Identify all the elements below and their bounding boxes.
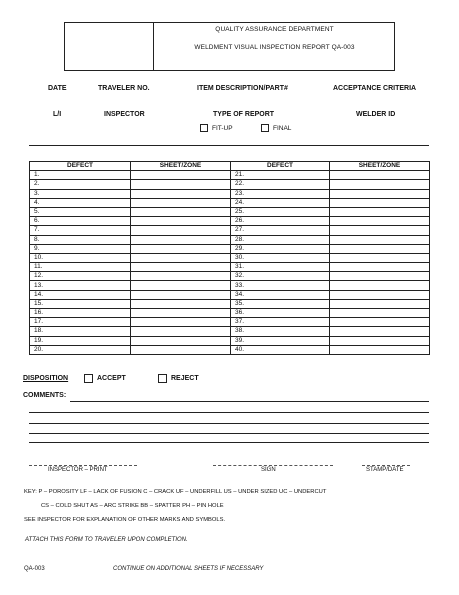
sheet-zone-cell-right[interactable]	[330, 299, 430, 308]
defect-cell-left[interactable]: 6.	[30, 217, 131, 226]
attach-note: ATTACH THIS FORM TO TRAVELER UPON COMPLETION.	[25, 537, 188, 543]
defect-header-right: DEFECT	[231, 162, 330, 171]
sheet-zone-cell-right[interactable]	[330, 290, 430, 299]
table-row	[30, 207, 430, 216]
defect-cell-left[interactable]: 7.	[30, 226, 131, 235]
defect-table	[29, 161, 430, 355]
table-row	[30, 318, 430, 327]
sheet-zone-cell-right[interactable]	[330, 244, 430, 253]
reject-label: REJECT	[171, 375, 199, 382]
defect-cell-left[interactable]: 13.	[30, 281, 131, 290]
table-row	[30, 198, 430, 207]
table-row	[30, 299, 430, 308]
sheet-zone-cell-left[interactable]	[131, 198, 231, 207]
defect-cell-right[interactable]: 29.	[231, 244, 330, 253]
sheet-zone-cell-left[interactable]	[131, 253, 231, 262]
defect-cell-left[interactable]: 1.	[30, 171, 131, 180]
separator-line	[29, 145, 429, 146]
report-title: WELDMENT VISUAL INSPECTION REPORT QA-003	[194, 44, 355, 51]
sheet-zone-cell-right[interactable]	[330, 189, 430, 198]
defect-cell-right[interactable]: 31.	[231, 263, 330, 272]
table-row	[30, 336, 430, 345]
defect-cell-right[interactable]: 27.	[231, 226, 330, 235]
date-label: DATE	[48, 85, 67, 92]
key-line-1: KEY: P – POROSITY LF – LACK OF FUSION C – CRACK UF – UNDERFILL US – UNDER SIZED UC – UNDERCUT	[24, 489, 327, 495]
table-row	[30, 189, 430, 198]
sheet-zone-cell-right[interactable]	[330, 235, 430, 244]
table-row	[30, 226, 430, 235]
continue-note: CONTINUE ON ADDITIONAL SHEETS IF NECESSARY	[113, 566, 264, 572]
defect-cell-left[interactable]: 19.	[30, 336, 131, 345]
sheet-zone-cell-left[interactable]	[131, 180, 231, 189]
defect-cell-left[interactable]: 18.	[30, 327, 131, 336]
sheet-zone-cell-right[interactable]	[330, 180, 430, 189]
sheet-zone-cell-left[interactable]	[131, 272, 231, 281]
form-id: QA-003	[24, 566, 45, 572]
sheet-zone-cell-right[interactable]	[330, 281, 430, 290]
defect-cell-left[interactable]: 4.	[30, 198, 131, 207]
sheet-zone-cell-left[interactable]	[131, 171, 231, 180]
sheet-zone-cell-right[interactable]	[330, 207, 430, 216]
defect-cell-right[interactable]: 32.	[231, 272, 330, 281]
defect-cell-right[interactable]: 33.	[231, 281, 330, 290]
table-row	[30, 290, 430, 299]
table-row	[30, 244, 430, 253]
defect-cell-right[interactable]: 21.	[231, 171, 330, 180]
defect-header-left: DEFECT	[30, 162, 131, 171]
sheet-zone-cell-left[interactable]	[131, 263, 231, 272]
final-checkbox[interactable]	[261, 124, 269, 132]
defect-cell-right[interactable]: 22.	[231, 180, 330, 189]
sheet-zone-cell-left[interactable]	[131, 327, 231, 336]
accept-checkbox[interactable]	[84, 374, 93, 383]
sheet-zone-cell-left[interactable]	[131, 281, 231, 290]
table-row	[30, 263, 430, 272]
table-row	[30, 253, 430, 262]
sheet-zone-cell-right[interactable]	[330, 272, 430, 281]
disposition-label: DISPOSITION	[23, 375, 69, 382]
final-label: FINAL	[273, 125, 292, 132]
sheet-zone-cell-right[interactable]	[330, 226, 430, 235]
defect-cell-left[interactable]: 5.	[30, 207, 131, 216]
department-title: QUALITY ASSURANCE DEPARTMENT	[215, 26, 334, 33]
defect-cell-left[interactable]: 3.	[30, 189, 131, 198]
defect-cell-right[interactable]: 28.	[231, 235, 330, 244]
sheet-zone-cell-right[interactable]	[330, 327, 430, 336]
sheet-zone-cell-left[interactable]	[131, 244, 231, 253]
traveler-no-label: TRAVELER NO.	[98, 85, 150, 92]
defect-cell-left[interactable]: 9.	[30, 244, 131, 253]
defect-cell-left[interactable]: 20.	[30, 345, 131, 354]
table-row	[30, 217, 430, 226]
fitup-label: FIT-UP	[212, 125, 233, 132]
defect-cell-left[interactable]: 2.	[30, 180, 131, 189]
table-row	[30, 171, 430, 180]
li-label: L/I	[53, 111, 62, 118]
defect-cell-right[interactable]: 34.	[231, 290, 330, 299]
defect-cell-right[interactable]: 40.	[231, 345, 330, 354]
defect-cell-right[interactable]: 24.	[231, 198, 330, 207]
sign-label: SIGN	[261, 467, 276, 473]
sheet-zone-cell-right[interactable]	[330, 345, 430, 354]
sheet-zone-cell-left[interactable]	[131, 207, 231, 216]
sheet-zone-cell-right[interactable]	[330, 263, 430, 272]
fitup-checkbox[interactable]	[200, 124, 208, 132]
sheet-zone-header-right: SHEET/ZONE	[330, 162, 430, 171]
sheet-zone-cell-right[interactable]	[330, 198, 430, 207]
key-line-3: SEE INSPECTOR FOR EXPLANATION OF OTHER MARKS AND SYMBOLS.	[24, 517, 226, 523]
defect-cell-right[interactable]: 25.	[231, 207, 330, 216]
defect-cell-right[interactable]: 30.	[231, 253, 330, 262]
table-row	[30, 235, 430, 244]
comment-line[interactable]	[29, 423, 429, 424]
sheet-zone-cell-right[interactable]	[330, 309, 430, 318]
defect-cell-left[interactable]: 10.	[30, 253, 131, 262]
table-row	[30, 327, 430, 336]
sheet-zone-cell-left[interactable]	[131, 318, 231, 327]
welder-id-label: WELDER ID	[356, 111, 396, 118]
inspector-print-line[interactable]	[29, 465, 137, 466]
table-row	[30, 272, 430, 281]
table-row	[30, 345, 430, 354]
table-row	[30, 180, 430, 189]
comment-line[interactable]	[29, 433, 429, 434]
sheet-zone-cell-left[interactable]	[131, 290, 231, 299]
defect-cell-left[interactable]: 14.	[30, 290, 131, 299]
acceptance-criteria-label: ACCEPTANCE CRITERIA	[333, 85, 417, 92]
defect-cell-right[interactable]: 39.	[231, 336, 330, 345]
defect-cell-right[interactable]: 26.	[231, 217, 330, 226]
defect-cell-right[interactable]: 38.	[231, 327, 330, 336]
defect-cell-left[interactable]: 8.	[30, 235, 131, 244]
sheet-zone-cell-right[interactable]	[330, 336, 430, 345]
sheet-zone-cell-left[interactable]	[131, 217, 231, 226]
defect-cell-left[interactable]: 17.	[30, 318, 131, 327]
stamp-date-line[interactable]	[362, 465, 410, 466]
inspector-print-label: INSPECTOR – PRINT	[48, 467, 108, 473]
sheet-zone-cell-left[interactable]	[131, 189, 231, 198]
sign-line[interactable]	[213, 465, 333, 466]
sheet-zone-cell-left[interactable]	[131, 309, 231, 318]
comment-line[interactable]	[29, 442, 429, 443]
sheet-zone-cell-left[interactable]	[131, 345, 231, 354]
comment-line[interactable]	[29, 412, 429, 413]
sheet-zone-cell-right[interactable]	[330, 171, 430, 180]
sheet-zone-cell-left[interactable]	[131, 235, 231, 244]
reject-checkbox[interactable]	[158, 374, 167, 383]
stamp-date-label: STAMP/DATE	[366, 467, 404, 473]
defect-cell-right[interactable]: 35.	[231, 299, 330, 308]
defect-cell-right[interactable]: 37.	[231, 318, 330, 327]
item-description-label: ITEM DESCRIPTION/PART#	[197, 85, 288, 92]
sheet-zone-cell-left[interactable]	[131, 299, 231, 308]
sheet-zone-header-left: SHEET/ZONE	[131, 162, 231, 171]
inspector-label: INSPECTOR	[104, 111, 145, 118]
defect-cell-left[interactable]: 12.	[30, 272, 131, 281]
accept-label: ACCEPT	[97, 375, 126, 382]
defect-cell-left[interactable]: 16.	[30, 309, 131, 318]
table-row	[30, 309, 430, 318]
table-row	[30, 281, 430, 290]
type-of-report-label: TYPE OF REPORT	[213, 111, 275, 118]
sheet-zone-cell-left[interactable]	[131, 226, 231, 235]
comments-label: COMMENTS:	[23, 392, 67, 399]
defect-cell-left[interactable]: 11.	[30, 263, 131, 272]
key-line-2: CS – COLD SHUT AS – ARC STRIKE BB – SPATTER PH – PIN HOLE	[41, 503, 224, 509]
sheet-zone-cell-right[interactable]	[330, 217, 430, 226]
defect-cell-right[interactable]: 36.	[231, 309, 330, 318]
sheet-zone-cell-right[interactable]	[330, 318, 430, 327]
table-header-row	[30, 162, 430, 171]
defect-cell-right[interactable]: 23.	[231, 189, 330, 198]
comment-line[interactable]	[70, 401, 429, 402]
defect-cell-left[interactable]: 15.	[30, 299, 131, 308]
sheet-zone-cell-left[interactable]	[131, 336, 231, 345]
sheet-zone-cell-right[interactable]	[330, 253, 430, 262]
